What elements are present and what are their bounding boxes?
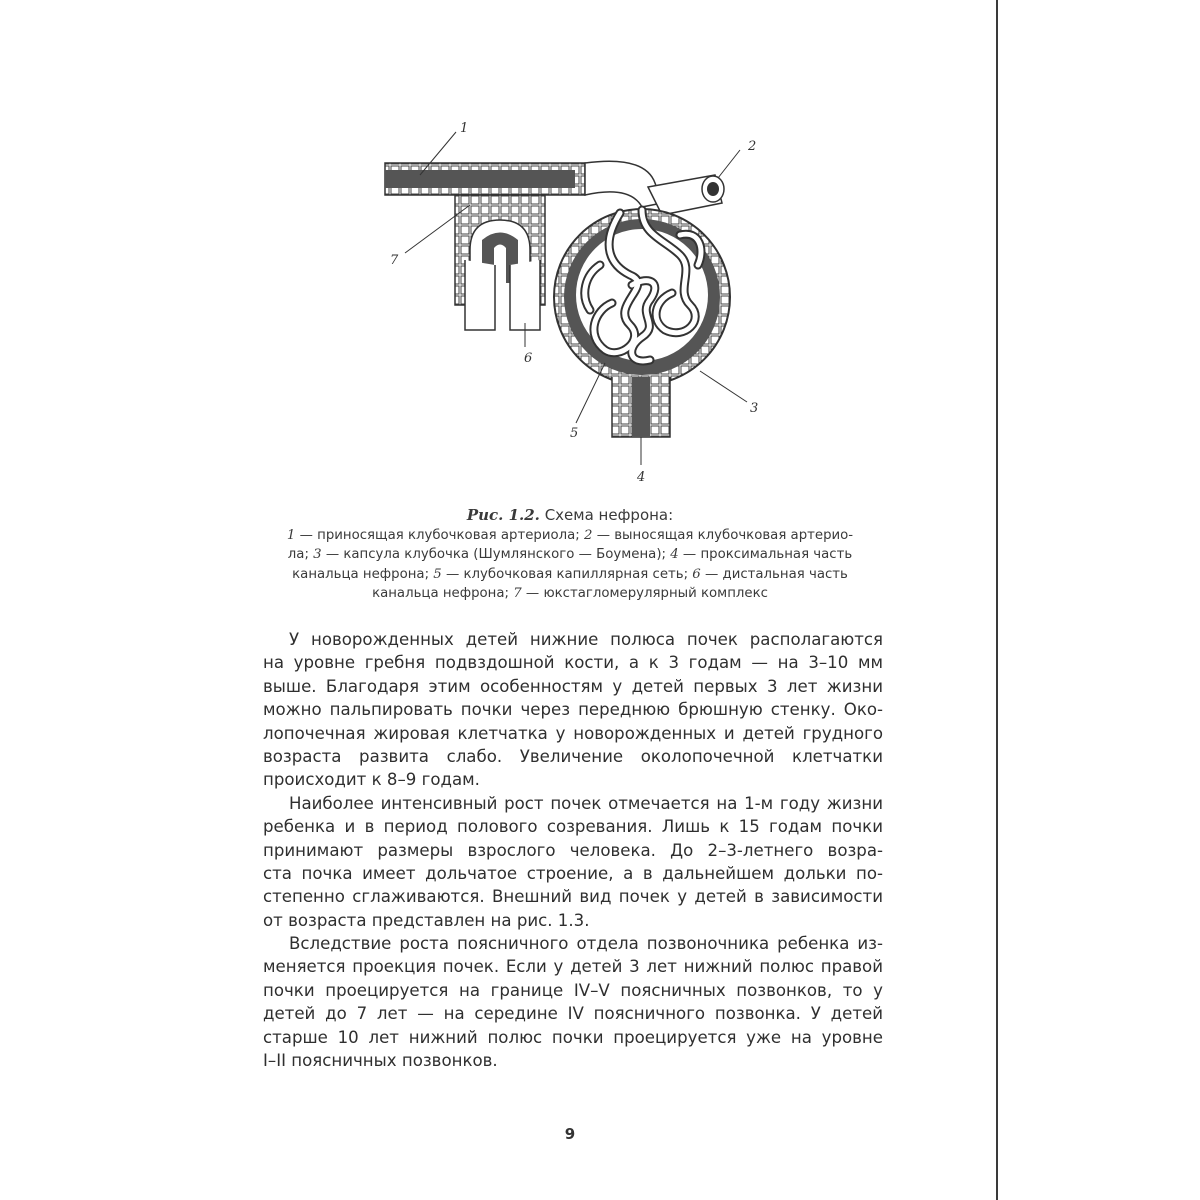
page-number: 9 [564, 1125, 576, 1143]
text-line: ребенка и в период полового созревания. Лишь к 15 годам почки [263, 817, 883, 837]
caption-item-text: — капсула клубочка (Шумлянского — Боумена); [321, 547, 671, 563]
caption-item-number: 1 [286, 527, 296, 543]
body-text [263, 628, 883, 1072]
figure-number-label: 7 [390, 253, 399, 268]
caption-item-number: 3 [313, 547, 322, 563]
figure-number-label: 6 [524, 351, 533, 366]
text-line: старше 10 лет нижний полюс почки проецируется уже на уровне [263, 1027, 883, 1047]
text-line: степенно сглаживаются. Внешний вид почек у детей в зависимости [263, 887, 883, 907]
caption-item-text: — клубочковая капиллярная сеть; [441, 566, 693, 582]
figure-number-label: 3 [750, 401, 759, 416]
figure-number-label: 4 [637, 470, 646, 485]
text-line: У новорожденных детей нижние полюса почек располагаются [289, 630, 883, 649]
caption-heading: Схема нефрона: [544, 506, 674, 524]
caption-item-number: 6 [692, 566, 701, 582]
caption-item-text: — дистальная часть [700, 566, 848, 582]
figure-number-label: 1 [460, 121, 469, 136]
caption-label: Рис. 1.2. [466, 506, 540, 524]
text-line: происходит к 8–9 годам. [263, 770, 480, 790]
caption-title [255, 506, 885, 526]
paragraph [263, 932, 883, 1072]
text-line: принимают размеры взрослого человека. До 2–3-летнего возра- [263, 840, 883, 860]
text-line: I–II поясничных позвонков. [263, 1051, 498, 1071]
caption-item-text: канальца нефрона; [372, 586, 514, 602]
caption-line [255, 545, 885, 565]
caption-item-number: 2 [584, 527, 593, 543]
text-line: лопочечная жировая клетчатка у новорожденных и детей грудного [263, 723, 883, 743]
caption-item-number: 4 [670, 547, 679, 563]
figure-number-label: 5 [570, 426, 579, 441]
text-line: выше. Благодаря этим особенностям у детей первых 3 лет жизни [263, 676, 883, 696]
caption-item-text: — приносящая клубочковая артериола; [295, 527, 584, 543]
caption-legend [255, 526, 885, 604]
paragraph [263, 628, 883, 792]
caption-item-number: 5 [433, 566, 442, 582]
caption-item-text: ла; [287, 547, 314, 563]
text-line: меняется проекция почек. Если у детей 3 лет нижний полюс правой [263, 957, 883, 977]
caption-line [255, 526, 885, 546]
text-line: на уровне гребня подвздошной кости, а к 3 годам — на 3–10 мм [263, 653, 883, 673]
page-edge [996, 0, 998, 1200]
figure-caption [255, 506, 885, 604]
figure-number-label: 2 [748, 139, 757, 154]
caption-item-text: канальца нефрона; [292, 566, 434, 582]
text-line: возраста развита слабо. Увеличение околопочечной клетчатки [263, 746, 883, 766]
nephron-illustration [380, 115, 780, 490]
caption-line [255, 584, 885, 604]
text-line: Наиболее интенсивный рост почек отмечается на 1-м году жизни [289, 793, 883, 813]
caption-item-text: — юкстагломерулярный комплекс [521, 586, 768, 602]
text-line: можно пальпировать почки через переднюю брюшную стенку. Око- [263, 700, 883, 720]
text-line: от возраста представлен на рис. 1.3. [263, 910, 590, 930]
paragraph [263, 792, 883, 932]
caption-item-number: 7 [513, 586, 522, 602]
text-line: ста почка имеет дольчатое строение, а в дальнейшем дольки по- [263, 863, 883, 883]
caption-item-text: — выносящая клубочковая артерио- [592, 527, 854, 543]
text-line: Вследствие роста поясничного отдела позвоночника ребенка из- [289, 934, 883, 954]
text-line: детей до 7 лет — на середине IV поясничного позвонка. У детей [263, 1004, 883, 1024]
text-line: почки проецируется на границе IV–V поясничных позвонков, то у [263, 980, 883, 1000]
caption-line [255, 565, 885, 585]
caption-item-text: — проксимальная часть [678, 547, 853, 563]
nephron-diagram [380, 115, 780, 490]
